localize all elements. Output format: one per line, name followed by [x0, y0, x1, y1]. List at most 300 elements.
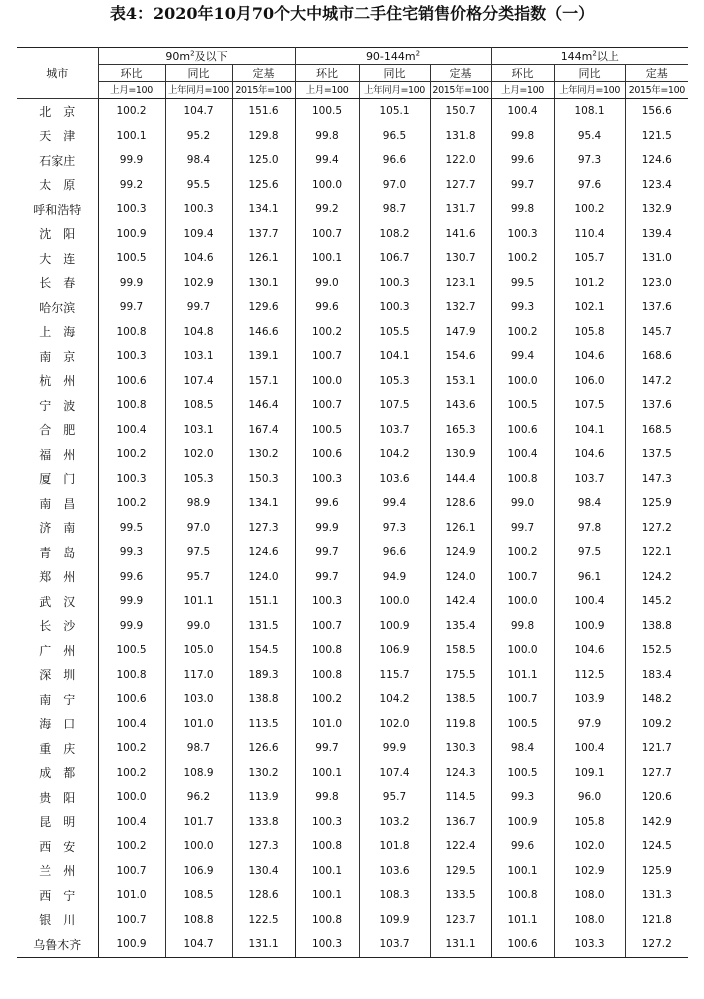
index-value: 103.7 [359, 932, 430, 957]
index-value: 98.7 [359, 197, 430, 222]
index-value: 100.4 [98, 712, 165, 737]
index-value: 99.8 [491, 197, 554, 222]
index-value: 99.5 [491, 271, 554, 296]
index-value: 100.6 [491, 418, 554, 443]
index-value: 130.1 [232, 271, 295, 296]
index-value: 121.8 [625, 908, 688, 933]
index-value: 145.2 [625, 589, 688, 614]
index-value: 100.3 [165, 197, 232, 222]
index-value: 137.5 [625, 442, 688, 467]
base-label-fixed: 2015年=100 [430, 82, 491, 99]
table-row [17, 516, 688, 541]
index-value: 109.1 [554, 761, 625, 786]
table-row [17, 148, 688, 173]
index-value: 102.1 [554, 295, 625, 320]
index-value: 131.1 [430, 932, 491, 957]
index-value: 142.4 [430, 589, 491, 614]
index-value: 100.7 [491, 687, 554, 712]
index-value: 106.7 [359, 246, 430, 271]
table-row [17, 834, 688, 859]
index-value: 97.5 [554, 540, 625, 565]
index-value: 106.9 [165, 859, 232, 884]
index-value: 147.9 [430, 320, 491, 345]
base-label-mom: 上月=100 [295, 82, 359, 99]
table-row [17, 540, 688, 565]
table-row [17, 614, 688, 639]
index-value: 95.5 [165, 173, 232, 198]
city-name: 海 口 [39, 717, 76, 732]
index-value: 96.5 [359, 124, 430, 149]
index-value: 95.7 [359, 785, 430, 810]
city-name: 昆 明 [39, 815, 76, 830]
index-value: 100.2 [98, 491, 165, 516]
index-value: 100.3 [295, 810, 359, 835]
table-row [17, 565, 688, 590]
index-value: 99.5 [98, 516, 165, 541]
index-value: 100.5 [98, 638, 165, 663]
index-value: 146.6 [232, 320, 295, 345]
index-value: 100.3 [295, 589, 359, 614]
index-value: 99.6 [295, 491, 359, 516]
index-value: 113.5 [232, 712, 295, 737]
index-value: 100.7 [491, 565, 554, 590]
base-label-fixed: 2015年=100 [232, 82, 295, 99]
index-value: 122.0 [430, 148, 491, 173]
index-value: 103.2 [359, 810, 430, 835]
index-value: 100.2 [98, 442, 165, 467]
index-value: 125.6 [232, 173, 295, 198]
index-value: 99.9 [295, 516, 359, 541]
table-row [17, 197, 688, 222]
index-value: 150.3 [232, 467, 295, 492]
index-value: 152.5 [625, 638, 688, 663]
index-value: 100.9 [491, 810, 554, 835]
index-value: 98.7 [165, 736, 232, 761]
group-header-small: $90m^2$及以下 [98, 48, 295, 65]
table-row [17, 883, 688, 908]
index-value: 100.5 [295, 99, 359, 124]
index-value: 96.6 [359, 540, 430, 565]
index-value: 96.6 [359, 148, 430, 173]
index-value: 97.8 [554, 516, 625, 541]
index-value: 100.1 [295, 859, 359, 884]
table-row [17, 761, 688, 786]
index-value: 100.3 [295, 932, 359, 957]
index-value: 97.3 [359, 516, 430, 541]
city-name: 重 庆 [39, 741, 76, 756]
index-value: 99.7 [491, 516, 554, 541]
index-value: 100.2 [295, 687, 359, 712]
index-value: 99.7 [295, 565, 359, 590]
index-value: 100.5 [491, 712, 554, 737]
index-value: 100.5 [295, 418, 359, 443]
index-value: 131.5 [232, 614, 295, 639]
index-value: 108.5 [165, 883, 232, 908]
city-name: 呼和浩特 [33, 202, 82, 217]
price-index-table [17, 47, 688, 958]
index-value: 108.8 [165, 908, 232, 933]
index-value: 106.0 [554, 369, 625, 394]
index-value: 99.3 [491, 295, 554, 320]
index-value: 99.9 [98, 614, 165, 639]
index-value: 100.4 [554, 589, 625, 614]
index-value: 105.8 [554, 810, 625, 835]
index-value: 105.1 [359, 99, 430, 124]
index-value: 105.5 [359, 320, 430, 345]
city-name: 石家庄 [39, 153, 76, 168]
table-row [17, 663, 688, 688]
index-value: 100.2 [491, 246, 554, 271]
index-value: 100.0 [165, 834, 232, 859]
index-value: 99.7 [295, 736, 359, 761]
index-value: 99.9 [98, 148, 165, 173]
index-value: 104.1 [554, 418, 625, 443]
index-value: 99.7 [165, 295, 232, 320]
index-value: 99.6 [491, 834, 554, 859]
index-value: 100.2 [554, 197, 625, 222]
index-value: 138.5 [430, 687, 491, 712]
index-value: 130.2 [232, 442, 295, 467]
index-value: 109.4 [165, 222, 232, 247]
index-value: 99.8 [295, 124, 359, 149]
index-value: 127.2 [625, 516, 688, 541]
index-value: 107.4 [165, 369, 232, 394]
index-value: 119.8 [430, 712, 491, 737]
city-name: 贵 阳 [39, 790, 76, 805]
index-value: 143.6 [430, 393, 491, 418]
index-value: 112.5 [554, 663, 625, 688]
index-value: 127.7 [625, 761, 688, 786]
base-row [17, 82, 688, 99]
index-value: 97.6 [554, 173, 625, 198]
table-row [17, 687, 688, 712]
city-name: 青 岛 [39, 545, 76, 560]
index-value: 138.8 [625, 614, 688, 639]
city-name: 天 津 [39, 129, 76, 144]
index-value: 100.7 [98, 908, 165, 933]
index-value: 101.0 [98, 883, 165, 908]
index-value: 100.6 [295, 442, 359, 467]
index-value: 133.8 [232, 810, 295, 835]
index-value: 103.9 [554, 687, 625, 712]
index-value: 100.1 [491, 859, 554, 884]
index-value: 131.8 [430, 124, 491, 149]
index-value: 147.2 [625, 369, 688, 394]
index-value: 100.3 [491, 222, 554, 247]
index-value: 130.2 [232, 761, 295, 786]
index-value: 126.1 [430, 516, 491, 541]
index-value: 100.9 [554, 614, 625, 639]
index-value: 117.0 [165, 663, 232, 688]
index-value: 99.6 [98, 565, 165, 590]
group-header-medium: $90-144m^2$ [295, 48, 491, 65]
table-row [17, 295, 688, 320]
index-value: 104.6 [554, 344, 625, 369]
index-value: 137.6 [625, 295, 688, 320]
index-value: 151.1 [232, 589, 295, 614]
index-value: 102.0 [359, 712, 430, 737]
index-value: 121.5 [625, 124, 688, 149]
index-value: 130.7 [430, 246, 491, 271]
index-value: 113.9 [232, 785, 295, 810]
index-value: 97.9 [554, 712, 625, 737]
index-value: 124.3 [430, 761, 491, 786]
index-value: 101.0 [165, 712, 232, 737]
index-value: 141.6 [430, 222, 491, 247]
city-name: 银 川 [39, 913, 76, 928]
index-value: 101.7 [165, 810, 232, 835]
base-label-yoy: 上年同月=100 [554, 82, 625, 99]
index-value: 100.8 [491, 883, 554, 908]
index-value: 100.0 [359, 589, 430, 614]
city-name: 西 安 [39, 839, 76, 854]
city-name: 南 宁 [39, 692, 76, 707]
table-row [17, 271, 688, 296]
index-value: 100.7 [295, 614, 359, 639]
index-value: 147.3 [625, 467, 688, 492]
index-value: 99.6 [491, 148, 554, 173]
index-value: 98.4 [165, 148, 232, 173]
index-value: 125.9 [625, 859, 688, 884]
index-value: 104.6 [165, 246, 232, 271]
index-value: 102.0 [554, 834, 625, 859]
index-value: 104.1 [359, 344, 430, 369]
index-value: 101.0 [295, 712, 359, 737]
index-value: 104.7 [165, 932, 232, 957]
index-value: 99.0 [491, 491, 554, 516]
index-value: 100.7 [295, 393, 359, 418]
table-header [17, 48, 688, 99]
index-value: 137.7 [232, 222, 295, 247]
index-value: 124.9 [430, 540, 491, 565]
table-row [17, 246, 688, 271]
city-name: 哈尔滨 [39, 300, 76, 315]
index-value: 105.3 [359, 369, 430, 394]
subheader-mom: 环比 [491, 65, 554, 82]
index-value: 103.1 [165, 344, 232, 369]
subheader-row [17, 65, 688, 82]
index-value: 151.6 [232, 99, 295, 124]
index-value: 96.2 [165, 785, 232, 810]
index-value: 107.4 [359, 761, 430, 786]
index-value: 108.9 [165, 761, 232, 786]
index-value: 127.2 [625, 932, 688, 957]
base-label-fixed: 2015年=100 [625, 82, 688, 99]
index-value: 100.9 [359, 614, 430, 639]
index-value: 100.4 [98, 810, 165, 835]
table-row [17, 124, 688, 149]
city-name: 南 昌 [39, 496, 76, 511]
index-value: 97.0 [165, 516, 232, 541]
index-value: 133.5 [430, 883, 491, 908]
index-value: 96.1 [554, 565, 625, 590]
index-value: 132.7 [430, 295, 491, 320]
index-value: 101.1 [491, 908, 554, 933]
index-value: 100.1 [98, 124, 165, 149]
index-value: 122.4 [430, 834, 491, 859]
index-value: 122.5 [232, 908, 295, 933]
index-value: 100.8 [295, 834, 359, 859]
index-value: 100.2 [98, 834, 165, 859]
index-value: 106.9 [359, 638, 430, 663]
index-value: 100.6 [98, 687, 165, 712]
index-value: 125.9 [625, 491, 688, 516]
index-value: 97.5 [165, 540, 232, 565]
index-value: 103.7 [359, 418, 430, 443]
group-header-large: $144m^2$以上 [491, 48, 688, 65]
index-value: 102.0 [165, 442, 232, 467]
city-name: 深 圳 [39, 668, 76, 683]
index-value: 128.6 [430, 491, 491, 516]
index-value: 99.2 [295, 197, 359, 222]
index-value: 123.4 [625, 173, 688, 198]
index-value: 107.5 [359, 393, 430, 418]
index-value: 99.4 [295, 148, 359, 173]
table-row [17, 810, 688, 835]
index-value: 100.8 [295, 638, 359, 663]
index-value: 183.4 [625, 663, 688, 688]
subheader-mom: 环比 [98, 65, 165, 82]
index-value: 99.8 [295, 785, 359, 810]
subheader-yoy: 同比 [165, 65, 232, 82]
index-value: 165.3 [430, 418, 491, 443]
index-value: 102.9 [165, 271, 232, 296]
table-row [17, 467, 688, 492]
city-name: 郑 州 [39, 570, 76, 585]
index-value: 158.5 [430, 638, 491, 663]
city-name: 乌鲁木齐 [17, 932, 98, 957]
index-value: 100.7 [295, 344, 359, 369]
index-value: 101.2 [554, 271, 625, 296]
subheader-fixed: 定基 [430, 65, 491, 82]
index-value: 100.4 [554, 736, 625, 761]
index-value: 109.9 [359, 908, 430, 933]
index-value: 130.9 [430, 442, 491, 467]
index-value: 99.0 [295, 271, 359, 296]
index-value: 101.1 [491, 663, 554, 688]
index-value: 100.6 [491, 932, 554, 957]
table-row [17, 418, 688, 443]
index-value: 99.9 [359, 736, 430, 761]
table-row [17, 491, 688, 516]
index-value: 154.5 [232, 638, 295, 663]
city-name: 福 州 [39, 447, 76, 462]
index-value: 100.8 [98, 663, 165, 688]
index-value: 100.8 [295, 908, 359, 933]
city-name: 兰 州 [39, 864, 76, 879]
table-row [17, 712, 688, 737]
city-name: 上 海 [39, 325, 76, 340]
index-value: 123.1 [430, 271, 491, 296]
index-value: 100.2 [491, 540, 554, 565]
index-value: 108.2 [359, 222, 430, 247]
table-row [17, 442, 688, 467]
index-value: 131.1 [232, 932, 295, 957]
city-name: 沈 阳 [39, 227, 76, 242]
index-value: 120.6 [625, 785, 688, 810]
table-row [17, 736, 688, 761]
base-label-mom: 上月=100 [491, 82, 554, 99]
index-value: 95.2 [165, 124, 232, 149]
index-value: 100.3 [359, 295, 430, 320]
index-value: 130.4 [232, 859, 295, 884]
index-value: 100.7 [98, 859, 165, 884]
index-value: 125.0 [232, 148, 295, 173]
index-value: 146.4 [232, 393, 295, 418]
index-value: 104.7 [165, 99, 232, 124]
index-value: 105.3 [165, 467, 232, 492]
subheader-yoy: 同比 [554, 65, 625, 82]
index-value: 108.5 [165, 393, 232, 418]
index-value: 95.4 [554, 124, 625, 149]
index-value: 100.8 [295, 663, 359, 688]
index-value: 142.9 [625, 810, 688, 835]
index-value: 126.6 [232, 736, 295, 761]
index-value: 100.2 [98, 99, 165, 124]
index-value: 100.0 [98, 785, 165, 810]
index-value: 100.9 [98, 222, 165, 247]
city-name: 厦 门 [39, 472, 76, 487]
index-value: 131.7 [430, 197, 491, 222]
index-value: 102.9 [554, 859, 625, 884]
index-value: 99.2 [98, 173, 165, 198]
index-value: 132.9 [625, 197, 688, 222]
base-label-yoy: 上年同月=100 [359, 82, 430, 99]
index-value: 137.6 [625, 393, 688, 418]
index-value: 109.2 [625, 712, 688, 737]
index-value: 108.1 [554, 99, 625, 124]
index-value: 99.0 [165, 614, 232, 639]
index-value: 124.5 [625, 834, 688, 859]
index-value: 95.7 [165, 565, 232, 590]
index-value: 114.5 [430, 785, 491, 810]
page-title: 表4：2020年10月70个大中城市二手住宅销售价格分类指数（一） [109, 4, 595, 23]
index-value: 99.4 [491, 344, 554, 369]
index-value: 96.0 [554, 785, 625, 810]
index-value: 103.6 [359, 467, 430, 492]
index-value: 97.3 [554, 148, 625, 173]
index-value: 134.1 [232, 197, 295, 222]
index-value: 100.3 [98, 197, 165, 222]
index-value: 124.0 [232, 565, 295, 590]
index-value: 130.3 [430, 736, 491, 761]
index-value: 100.1 [295, 761, 359, 786]
base-label-yoy: 上年同月=100 [165, 82, 232, 99]
index-value: 104.2 [359, 687, 430, 712]
index-value: 108.0 [554, 908, 625, 933]
city-name: 杭 州 [39, 374, 76, 389]
index-value: 123.0 [625, 271, 688, 296]
index-value: 94.9 [359, 565, 430, 590]
index-value: 124.2 [625, 565, 688, 590]
index-value: 104.2 [359, 442, 430, 467]
subheader-yoy: 同比 [359, 65, 430, 82]
index-value: 139.4 [625, 222, 688, 247]
city-name: 宁 波 [39, 398, 76, 413]
index-value: 131.0 [625, 246, 688, 271]
index-value: 148.2 [625, 687, 688, 712]
city-name: 长 春 [39, 276, 76, 291]
index-value: 100.2 [98, 761, 165, 786]
index-value: 99.3 [98, 540, 165, 565]
city-column-header: 城市 [17, 48, 98, 99]
city-name: 成 都 [39, 766, 76, 781]
index-value: 98.9 [165, 491, 232, 516]
table-row [17, 320, 688, 345]
index-value: 175.5 [430, 663, 491, 688]
index-value: 128.6 [232, 883, 295, 908]
index-value: 107.5 [554, 393, 625, 418]
